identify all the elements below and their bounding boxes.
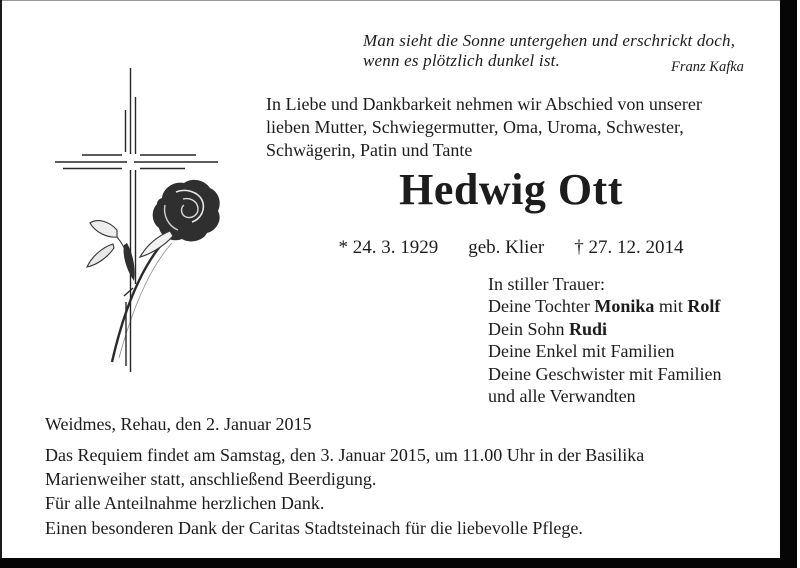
intro-line-1: In Liebe und Dankbarkeit nehmen wir Abschied von unserer xyxy=(266,94,702,114)
intro-paragraph xyxy=(266,93,702,162)
column-rule-right xyxy=(780,0,797,568)
daughter-prefix: Deine Tochter xyxy=(488,296,595,317)
rose-icon xyxy=(87,180,220,362)
quote-attribution: Franz Kafka xyxy=(671,59,744,75)
thanks-line-2: Einen besonderen Dank der Caritas Stadtsteinach für die liebevolle Pflege. xyxy=(45,518,583,538)
mourner-line-daughter xyxy=(488,295,721,317)
thanks-line-1: Für alle Anteilnahme herzlichen Dank. xyxy=(45,493,325,513)
quote-line-1: Man sieht die Sonne untergehen und erschrickt doch, xyxy=(363,31,736,50)
death-date: † 27. 12. 2014 xyxy=(574,237,684,258)
mourner-line-relatives: und alle Verwandten xyxy=(488,386,636,407)
left-edge-rule xyxy=(0,0,2,568)
service-line-1: Das Requiem findet am Samstag, den 3. Januar 2015, um 11.00 Uhr in der Basilika xyxy=(45,445,645,465)
quote-line-2: wenn es plötzlich dunkel ist. xyxy=(363,51,561,70)
mourner-line-son xyxy=(488,318,721,340)
mourners-heading: In stiller Trauer: xyxy=(488,274,605,294)
mourner-line-siblings: Deine Geschwister mit Familien xyxy=(488,363,722,384)
life-dates-row xyxy=(267,237,755,259)
service-announcement xyxy=(45,444,644,491)
son-prefix: Dein Sohn xyxy=(488,318,569,339)
deceased-name: Hedwig Ott xyxy=(399,165,623,214)
daughter-partner-name: Rolf xyxy=(687,296,721,317)
bottom-rule xyxy=(0,558,797,568)
cross-rose-illustration xyxy=(40,55,230,380)
place-dateline: Weidmes, Rehau, den 2. Januar 2015 xyxy=(45,414,312,434)
top-edge-rule xyxy=(0,0,797,1)
maiden-name: geb. Klier xyxy=(468,237,545,258)
service-line-2: Marienweiher statt, anschließend Beerdigung. xyxy=(45,468,377,489)
mourners-list xyxy=(488,273,721,407)
mourner-line-grandchildren: Deine Enkel mit Familien xyxy=(488,341,675,362)
daughter-connector: mit xyxy=(654,296,688,317)
daughter-name: Monika xyxy=(594,296,655,317)
son-name: Rudi xyxy=(569,318,608,339)
intro-line-3: Schwägerin, Patin und Tante xyxy=(266,140,473,160)
intro-line-2: lieben Mutter, Schwiegermutter, Oma, Uroma, Schwester, xyxy=(266,117,684,137)
birth-date: * 24. 3. 1929 xyxy=(338,237,439,258)
